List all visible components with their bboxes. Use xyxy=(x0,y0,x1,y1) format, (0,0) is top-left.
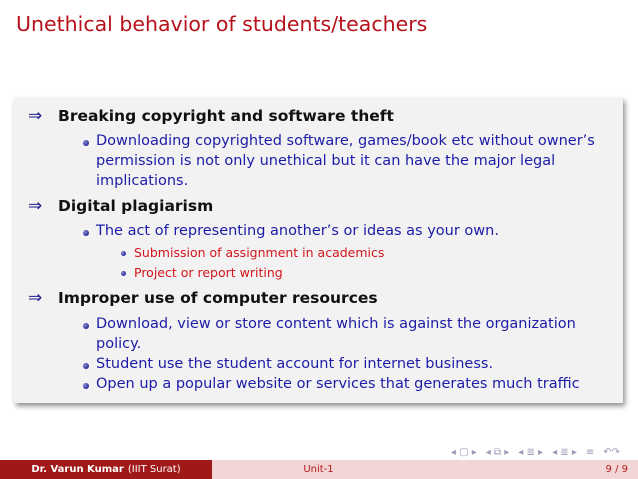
list-item-continuation: policy. xyxy=(96,336,142,352)
nav-subsection-icon[interactable]: ◂ ⧉ ▸ xyxy=(485,446,510,458)
sub-list-item: Submission of assignment in academics xyxy=(134,245,385,260)
bullet-icon xyxy=(83,383,89,389)
list-item: Open up a popular website or services that generates much traffic xyxy=(96,376,580,392)
implies-arrow-icon: ⇒ xyxy=(28,196,43,216)
sub-bullet-icon xyxy=(121,271,126,276)
nav-search-icon[interactable]: ↶↷ xyxy=(603,446,620,458)
beamer-navigation xyxy=(451,444,620,460)
sub-list-item: Project or report writing xyxy=(134,265,283,280)
author-name: Dr. Varun Kumar xyxy=(31,464,124,475)
content-block xyxy=(14,98,623,403)
nav-section-icon[interactable]: ◂ ≣ ▸ xyxy=(518,446,544,458)
list-item-continuation: permission is not only unethical but it can have the major legal xyxy=(96,153,556,169)
list-item: Student use the student account for internet business. xyxy=(96,356,494,372)
footer-author xyxy=(0,460,212,479)
implies-arrow-icon: ⇒ xyxy=(28,106,43,126)
nav-frame-right-icon[interactable]: ◂ ≣ ▸ xyxy=(552,446,577,458)
nav-frame-left-icon[interactable]: ◂ ▢ ▸ xyxy=(450,446,477,458)
section-heading-computer-resources: Improper use of computer resources xyxy=(58,289,378,307)
list-item: Download, view or store content which is against the organization xyxy=(96,316,576,332)
list-item: Downloading copyrighted software, games/book etc without owner’s xyxy=(96,133,595,149)
section-heading-plagiarism: Digital plagiarism xyxy=(58,197,214,215)
author-affiliation: (IIIT Surat) xyxy=(127,464,181,475)
sub-bullet-icon xyxy=(121,251,126,256)
frame-title: Unethical behavior of students/teachers xyxy=(16,12,428,36)
list-item-continuation: implications. xyxy=(96,173,189,189)
footer-unit: Unit-1 xyxy=(212,460,425,479)
footer xyxy=(0,460,638,479)
implies-arrow-icon: ⇒ xyxy=(28,288,43,308)
bullet-icon xyxy=(83,230,89,236)
footer-page-number: 9 / 9 xyxy=(425,460,638,479)
list-item: The act of representing another’s or ideas as your own. xyxy=(96,223,499,239)
nav-align-icon[interactable]: ≡ xyxy=(585,446,595,458)
bullet-icon xyxy=(83,363,89,369)
bullet-icon xyxy=(83,323,89,329)
bullet-icon xyxy=(83,140,89,146)
section-heading-copyright: Breaking copyright and software theft xyxy=(58,107,394,125)
